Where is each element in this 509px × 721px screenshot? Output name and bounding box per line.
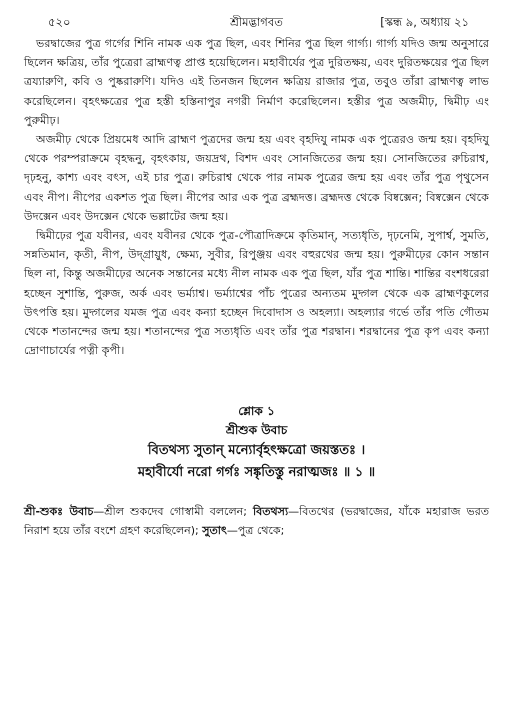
- purport-text: [24, 34, 489, 360]
- verse-speaker: শ্রীশুক উবাচ: [225, 423, 288, 438]
- paragraph: অজমীঢ় থেকে প্রিয়মেধ আদি ব্রাহ্মণ পুত্রদের জন্ম হয় এবং বৃহদিযু নামক এক পুত্রেরও জন্ম হয়। বৃহদিযু থেকে পরম্পরাক্রমে বৃহদ্ধনু, বৃহৎকায়, জয়দ্রথ, বিশদ এবং সোনজিতের জন্ম হয়। সোনজিতের রুচিরাশ্ব, দৃঢ়হনু, কাশ্য এবং বৎস, এই চার পুত্র। রুচিরাশ্ব থেকে পার নামক পুত্রের জন্ম হয় এবং তাঁর পুত্র পৃথুসেন এবং নীপ। নীপের একশত পুত্র ছিল। নীপের আর এক পুত্র ব্রহ্মদত্ত। ব্রহ্মদত্ত থেকে বিষ্বক্সেন; বিষ্বক্সেন থেকে উদক্সেন এবং উদক্সেন থেকে ভল্লাটের জন্ম হয়।: [24, 133, 489, 223]
- verse-line-2: মহাবীর্যো নরো গর্গঃ সঙ্কৃতিস্তু নরাত্মজঃ ॥ ১ ॥: [137, 465, 376, 481]
- synonym-definition: —শ্রীল শুকদেব গোস্বামী বললেন;: [93, 505, 247, 519]
- verse-block: [24, 402, 489, 484]
- book-title: শ্রীমদ্ভাগবত: [230, 15, 283, 29]
- section-reference: [স্কন্ধ ৯, অধ্যায় ২১: [380, 15, 469, 29]
- synonym-definition: —বিতথের (ভরদ্বাজের, যাঁকে মহারাজ ভরত নিরাশ হয়ে তাঁর বংশে গ্রহণ করেছিলেন);: [24, 505, 490, 538]
- synonym-definition: —পুত্র থেকে;: [226, 524, 285, 538]
- synonym-term: শ্রী-শুকঃ উবাচ: [24, 505, 94, 519]
- verse-number: শ্লোক ১: [238, 404, 275, 419]
- verse-line-1: বিতথস্য সুতান্ মন্যোর্বৃহৎক্ষত্রো জয়স্ততঃ ।: [147, 443, 366, 459]
- page-number: ৫২০: [48, 15, 71, 29]
- synonyms: [24, 502, 489, 540]
- synonym-term: বিতথস্য: [253, 505, 289, 519]
- paragraph: দ্বিমীঢ়ের পুত্র যবীনর, এবং যবীনর থেকে পুত্র-পৌত্রাদিক্রমে কৃতিমান্, সত্যধৃতি, দৃঢ়নেমি, সুপার্শ্ব, সুমতি, সন্নতিমান, কৃতী, নীপ, উদ্গ্রায়ুধ, ক্ষেম্য, সুবীর, রিপুঞ্জয় এবং বহুরথের জন্ম হয়। পুরুমীঢ়ের কোন সন্তান ছিল না, কিন্তু অজমীঢ়ের অনেক সন্তানের মধ্যে নীল নামক এক পুত্র ছিল, যাঁর পুত্র শান্তি। শান্তির বংশধরেরা হচ্ছেন সুশান্তি, পুরুজ, অর্ক এবং ভর্ম্যাশ্ব। ভর্ম্যাশ্বের পাঁচ পুত্রের অন্যতম মুদ্গল থেকে এক ব্রাহ্মণকুলের উৎপত্তি হয়। মুদ্গলের যমজ পুত্র এবং কন্যা হচ্ছেন দিবোদাস ও অহল্যা। অহল্যার গর্ভে তাঁর পতি গৌতম থেকে শতানন্দের জন্ম হয়। শতানন্দের পুত্র সত্যধৃতি এবং তাঁর পুত্র শরদ্বান। শরদ্বানের পুত্র কৃপ এবং কন্যা দ্রোণাচার্যের পত্নী কৃপী।: [24, 229, 489, 358]
- synonym-term: সুতাৎ: [202, 524, 227, 538]
- paragraph: ভরদ্বাজের পুত্র গর্গের শিনি নামক এক পুত্র ছিল, এবং শিনির পুত্র ছিল গার্গ্য। গার্গ্য যদিও জন্ম অনুসারে ছিলেন ক্ষত্রিয়, তাঁর পুত্রেরা ব্রাহ্মণত্ব প্রাপ্ত হয়েছিলেন। মহাবীর্যের পুত্র দুরিতক্ষয়, এবং দুরিতক্ষয়ের পুত্র ছিল ত্রয্যারুণি, কবি ও পুষ্করারুণি। যদিও এই তিনজন ছিলেন ক্ষত্রিয় রাজার পুত্র, তবুও তাঁরা ব্রাহ্মণত্ব লাভ করেছিলেন। বৃহৎক্ষত্রের পুত্র হস্তী হস্তিনাপুর নগরী নির্মাণ করেছিলেন। হস্তীর পুত্র অজমীঢ়, দ্বিমীঢ় এং পুরুমীঢ়।: [24, 37, 489, 127]
- page-header: [24, 0, 489, 34]
